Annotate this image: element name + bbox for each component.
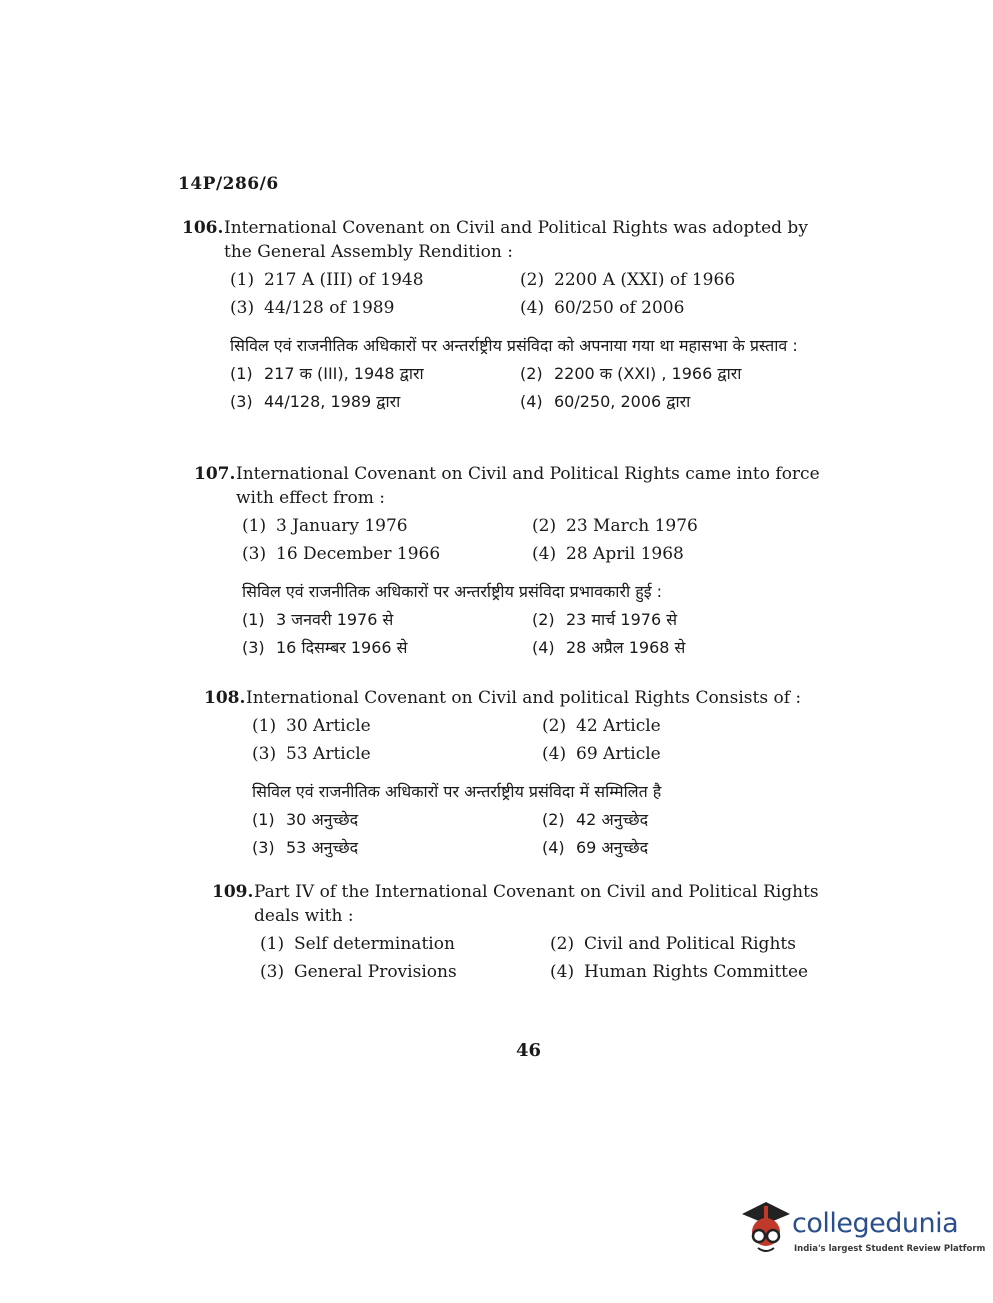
option-1: (1) 3 January 1976 [242, 516, 408, 536]
student-mascot-icon [736, 1196, 792, 1260]
option-2-hi: (2) 42 अनुच्छेद [542, 810, 649, 829]
option-1: (1) 217 A (III) of 1948 [230, 270, 424, 290]
options-en [252, 714, 844, 766]
option-4-hi: (4) 60/250, 2006 द्वारा [520, 392, 691, 411]
question-106 [182, 216, 822, 414]
options-en [230, 268, 822, 320]
option-4-hi: (4) 28 अप्रैल 1968 से [532, 638, 686, 657]
question-number: 107. [194, 464, 236, 484]
question-text-en: International Covenant on Civil and political Rights Consists of : [246, 688, 802, 708]
option-4: (4) 28 April 1968 [532, 544, 684, 564]
option-3: (3) 44/128 of 1989 [230, 298, 395, 318]
paper-code: 14P/286/6 [178, 174, 279, 194]
option-2: (2) Civil and Political Rights [550, 934, 796, 954]
brand-name: collegedunia [792, 1208, 959, 1239]
question-text-hi: सिविल एवं राजनीतिक अधिकारों पर अन्तर्राष्ट्रीय प्रसंविदा प्रभावकारी हुई : [242, 582, 663, 601]
question-number: 109. [212, 882, 254, 902]
question-text-hi: सिविल एवं राजनीतिक अधिकारों पर अन्तर्राष्ट्रीय प्रसंविदा को अपनाया गया था महासभा के प्रस्ताव : [230, 336, 798, 355]
option-1-hi: (1) 3 जनवरी 1976 से [242, 610, 394, 629]
options-hi [230, 362, 822, 414]
option-1: (1) 30 Article [252, 716, 371, 736]
question-text-en: Part IV of the International Covenant on Civil and Political Rights deals with : [254, 882, 819, 926]
question-107 [194, 462, 834, 660]
option-2: (2) 2200 A (XXI) of 1966 [520, 270, 736, 290]
question-text-hi: सिविल एवं राजनीतिक अधिकारों पर अन्तर्राष्ट्रीय प्रसंविदा में सम्मिलित है [252, 782, 662, 801]
option-2-hi: (2) 23 मार्च 1976 से [532, 610, 678, 629]
option-1: (1) Self determination [260, 934, 455, 954]
question-number: 108. [204, 688, 246, 708]
brand-tagline: India's largest Student Review Platform [794, 1244, 986, 1254]
option-4: (4) 60/250 of 2006 [520, 298, 685, 318]
option-1-hi: (1) 217 क (III), 1948 द्वारा [230, 364, 424, 383]
question-number: 106. [182, 218, 224, 238]
collegedunia-logo [736, 1196, 986, 1266]
option-4: (4) Human Rights Committee [550, 962, 809, 982]
option-4: (4) 69 Article [542, 744, 661, 764]
option-2-hi: (2) 2200 क (XXI) , 1966 द्वारा [520, 364, 742, 383]
option-3: (3) General Provisions [260, 962, 457, 982]
question-text-en: International Covenant on Civil and Political Rights came into force with effect from : [236, 464, 820, 508]
options-hi [252, 808, 844, 860]
option-3-hi: (3) 16 दिसम्बर 1966 से [242, 638, 408, 657]
options-en [260, 932, 852, 984]
option-1-hi: (1) 30 अनुच्छेद [252, 810, 359, 829]
options-en [242, 514, 834, 566]
option-3: (3) 53 Article [252, 744, 371, 764]
question-text-en: International Covenant on Civil and Political Rights was adopted by the General Assembly Rendition : [224, 218, 808, 262]
option-2: (2) 23 March 1976 [532, 516, 698, 536]
option-3-hi: (3) 53 अनुच्छेद [252, 838, 359, 857]
options-hi [242, 608, 834, 660]
option-4-hi: (4) 69 अनुच्छेद [542, 838, 649, 857]
page-number: 46 [516, 1040, 542, 1061]
question-108 [204, 686, 844, 860]
option-2: (2) 42 Article [542, 716, 661, 736]
question-109 [212, 880, 852, 984]
option-3-hi: (3) 44/128, 1989 द्वारा [230, 392, 401, 411]
option-3: (3) 16 December 1966 [242, 544, 441, 564]
